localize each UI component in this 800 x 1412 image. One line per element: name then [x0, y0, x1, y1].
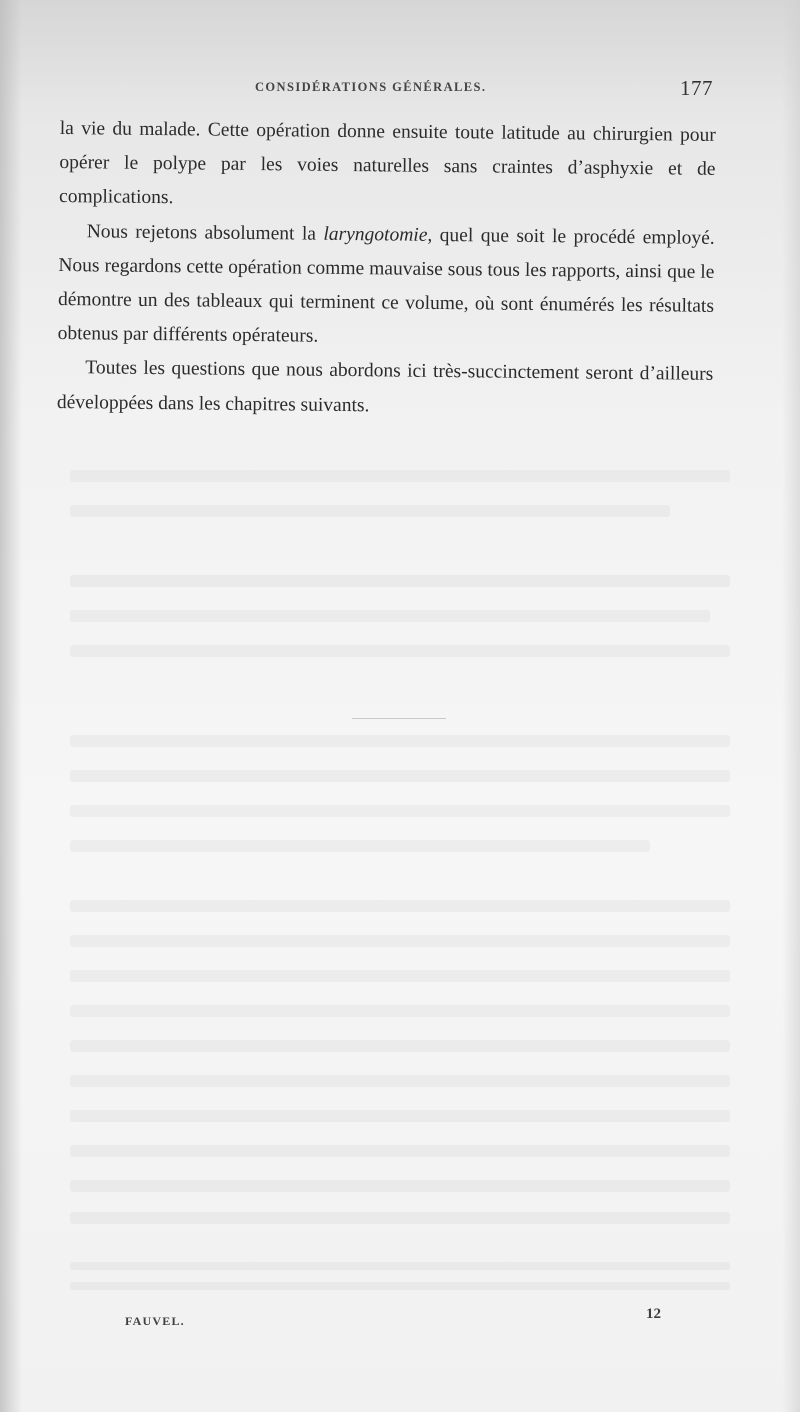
show-through-line	[70, 1110, 730, 1122]
show-through-line	[70, 1040, 730, 1052]
show-through-line	[70, 1282, 730, 1290]
show-through-line	[70, 805, 730, 817]
show-through-line	[70, 575, 730, 587]
footer-author: FAUVEL.	[125, 1314, 185, 1328]
show-through-line	[70, 1075, 730, 1087]
running-title: CONSIDÉRATIONS GÉNÉRALES.	[255, 80, 487, 94]
show-through-line	[70, 735, 730, 747]
paragraph-2-text-start: Nous rejetons absolument la	[86, 220, 324, 245]
show-through-line	[70, 840, 650, 852]
show-through-line	[70, 1212, 730, 1224]
show-through-line	[70, 610, 710, 622]
show-through-line	[70, 770, 730, 782]
show-through-line	[70, 1005, 730, 1017]
show-through-line	[70, 470, 730, 482]
paragraph-3	[57, 351, 714, 426]
body-text	[57, 112, 716, 427]
show-through-line	[70, 1180, 730, 1192]
page-number: 177	[680, 76, 713, 100]
paragraph-2	[57, 215, 714, 359]
show-through-line	[70, 970, 730, 982]
running-head	[60, 78, 715, 106]
show-through-line	[70, 935, 730, 947]
paragraph-1-text: la vie du malade. Cette opération donne ensuite toute latitude au chirurgien pour opérer le polype par les voies naturelles sans craintes d’asphyxie et de complications.	[59, 117, 716, 209]
paragraph-2-italic-term: laryngotomie	[323, 223, 428, 246]
show-through-line	[70, 1145, 730, 1157]
page-gutter-shadow	[0, 0, 22, 1412]
section-rule	[352, 718, 446, 719]
show-through-line	[70, 900, 730, 912]
show-through-line	[70, 1262, 730, 1270]
paragraph-2-text-end: , quel que soit le procédé employé. Nous regardons cette opération comme mauvaise sous tous les rapports, ainsi que le démontre un des tableaux qui terminent ce volume, où sont énumérés les résultats obtenus par différents opérateurs.	[57, 224, 715, 347]
show-through-line	[70, 645, 730, 657]
paragraph-1	[59, 112, 716, 221]
paragraph-3-text: Toutes les questions que nous abordons ici très-succinctement seront d’ailleurs développées dans les chapitres suivants.	[56, 357, 714, 416]
page-edge-shadow	[782, 0, 800, 1412]
signature-mark: 12	[646, 1306, 661, 1322]
show-through-line	[70, 505, 670, 517]
